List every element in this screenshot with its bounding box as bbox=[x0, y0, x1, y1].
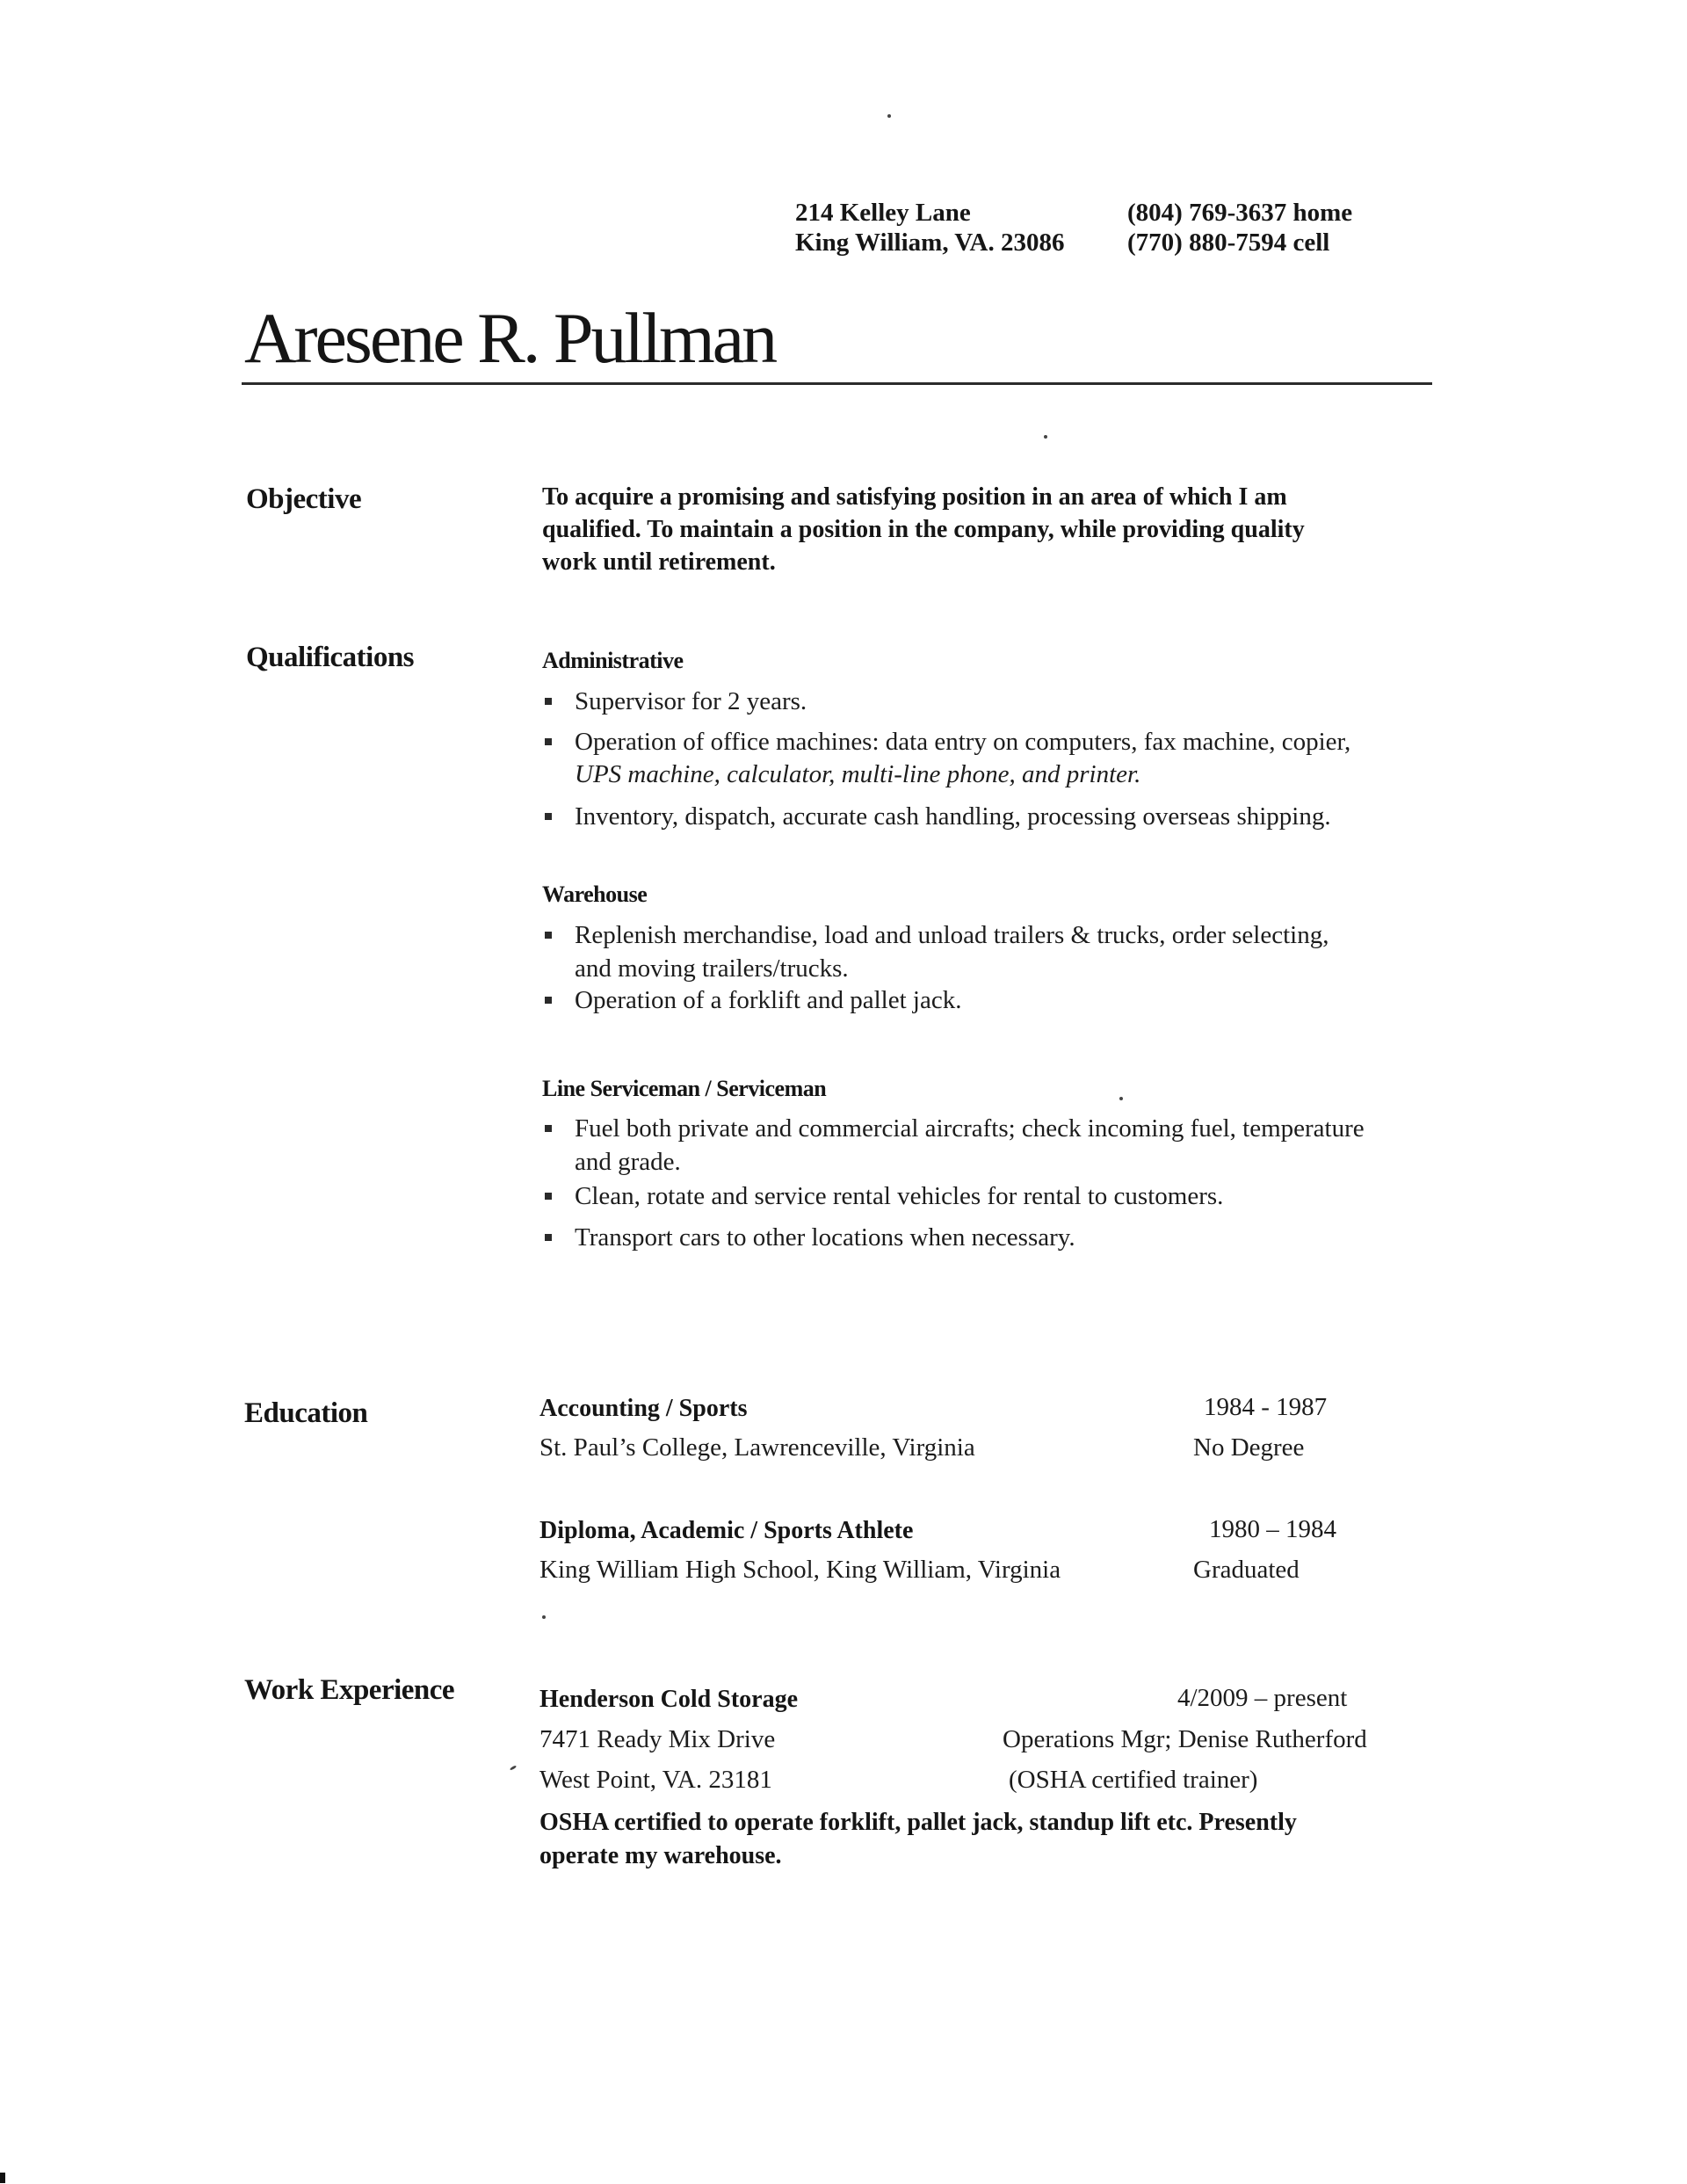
warehouse-heading: Warehouse bbox=[542, 882, 648, 907]
scan-edge-mark bbox=[0, 2173, 5, 2183]
work-description-line: operate my warehouse. bbox=[539, 1842, 782, 1869]
line-serviceman-item: Clean, rotate and service rental vehicles for rental to customers. bbox=[575, 1182, 1224, 1210]
employment-manager: Operations Mgr; Denise Rutherford bbox=[1003, 1725, 1367, 1753]
applicant-name: Aresene R. Pullman bbox=[244, 298, 776, 378]
address-line-2: King William, VA. 23086 bbox=[795, 229, 1065, 257]
scan-speck bbox=[1044, 435, 1047, 439]
education-years: 1980 – 1984 bbox=[1209, 1515, 1336, 1543]
objective-line: To acquire a promising and satisfying position in an area of which I am bbox=[542, 483, 1287, 511]
qualifications-title: Qualifications bbox=[246, 642, 415, 673]
bullet-icon bbox=[545, 1193, 552, 1200]
education-school: St. Paul’s College, Lawrenceville, Virginia bbox=[539, 1433, 975, 1462]
bullet-icon bbox=[545, 1234, 552, 1241]
bullet-icon bbox=[545, 813, 552, 820]
scan-speck bbox=[542, 1615, 546, 1619]
education-status: No Degree bbox=[1193, 1433, 1305, 1462]
education-school: King William High School, King William, Virginia bbox=[539, 1556, 1061, 1584]
bullet-icon bbox=[545, 932, 552, 939]
scan-speck bbox=[510, 1765, 517, 1771]
phone-home: (804) 769-3637 home bbox=[1127, 199, 1353, 227]
employer-address-line-1: 7471 Ready Mix Drive bbox=[539, 1725, 776, 1753]
administrative-item: Supervisor for 2 years. bbox=[575, 687, 807, 715]
scan-speck bbox=[1119, 1097, 1123, 1100]
employment-note: (OSHA certified trainer) bbox=[1009, 1766, 1258, 1794]
education-degree: Diploma, Academic / Sports Athlete bbox=[539, 1517, 914, 1544]
administrative-item: Operation of office machines: data entry on computers, fax machine, copier, bbox=[575, 728, 1351, 756]
phone-cell: (770) 880-7594 cell bbox=[1127, 229, 1330, 257]
line-serviceman-item: Transport cars to other locations when necessary. bbox=[575, 1223, 1075, 1252]
objective-line: qualified. To maintain a position in the company, while providing quality bbox=[542, 516, 1305, 543]
warehouse-item-continued: and moving trailers/trucks. bbox=[575, 954, 849, 983]
education-status: Graduated bbox=[1193, 1556, 1300, 1584]
bullet-icon bbox=[545, 997, 552, 1004]
administrative-heading: Administrative bbox=[542, 648, 684, 673]
administrative-item-continued: UPS machine, calculator, multi-line phone, and printer. bbox=[575, 760, 1141, 788]
line-serviceman-heading: Line Serviceman / Serviceman bbox=[542, 1076, 827, 1101]
line-serviceman-item: Fuel both private and commercial aircrafts; check incoming fuel, temperature bbox=[575, 1114, 1365, 1143]
education-degree: Accounting / Sports bbox=[539, 1395, 748, 1422]
scan-speck bbox=[887, 114, 891, 118]
objective-line: work until retirement. bbox=[542, 548, 776, 576]
warehouse-item: Replenish merchandise, load and unload trailers & trucks, order selecting, bbox=[575, 921, 1329, 949]
work-experience-title: Work Experience bbox=[244, 1674, 455, 1706]
employment-dates: 4/2009 – present bbox=[1177, 1684, 1348, 1712]
bullet-icon bbox=[545, 698, 552, 705]
administrative-item: Inventory, dispatch, accurate cash handling, processing overseas shipping. bbox=[575, 802, 1331, 831]
address-line-1: 214 Kelley Lane bbox=[795, 199, 971, 227]
header-divider bbox=[242, 382, 1432, 385]
bullet-icon bbox=[545, 1125, 552, 1132]
education-title: Education bbox=[244, 1397, 368, 1429]
employer-address-line-2: West Point, VA. 23181 bbox=[539, 1766, 772, 1794]
bullet-icon bbox=[545, 738, 552, 745]
work-description-line: OSHA certified to operate forklift, pallet jack, standup lift etc. Presently bbox=[539, 1809, 1297, 1836]
warehouse-item: Operation of a forklift and pallet jack. bbox=[575, 986, 962, 1014]
employer-name: Henderson Cold Storage bbox=[539, 1686, 798, 1713]
line-serviceman-item-continued: and grade. bbox=[575, 1148, 681, 1176]
objective-title: Objective bbox=[246, 483, 362, 515]
education-years: 1984 - 1987 bbox=[1204, 1393, 1328, 1421]
